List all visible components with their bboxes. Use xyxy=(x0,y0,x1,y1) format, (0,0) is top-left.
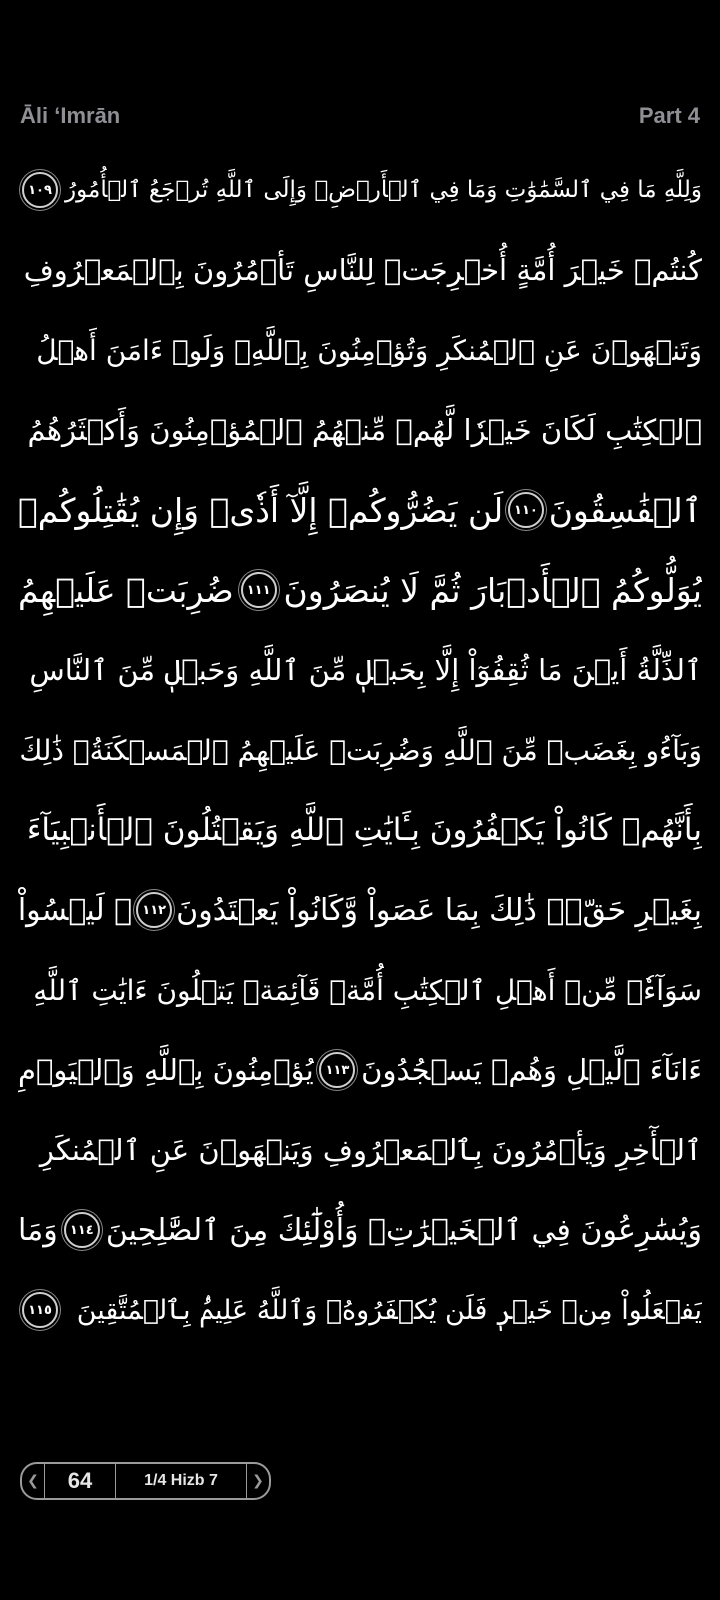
ayah-number-marker[interactable]: ١١٢ xyxy=(136,892,172,928)
verse-text: ءَانَآءَ ٱلَّيۡلِ وَهُمۡ يَسۡجُدُونَ xyxy=(361,1053,702,1087)
verse-text: بِأَنَّهُمۡ كَانُواْ يَكۡفُرُونَ بِـَٔايَٰتِ ٱللَّهِ وَيَقۡتُلُونَ ٱلۡأَنۢبِيَآءَ xyxy=(26,812,702,848)
quran-page-text xyxy=(18,150,702,1350)
part-label: Part 4 xyxy=(638,103,700,128)
verse-text: يَفۡعَلُواْ مِنۡ خَيۡرٖ فَلَن يُكۡفَرُوهُۗ وَٱللَّهُ عَلِيمُۢ بِٱلۡمُتَّقِينَ xyxy=(76,1294,702,1326)
verse-line xyxy=(18,310,702,390)
ayah-number-marker[interactable]: ١١١ xyxy=(241,572,277,608)
verse-text: وَبَآءُو بِغَضَبٖ مِّنَ ٱللَّهِ وَضُرِبَتۡ عَلَيۡهِمُ ٱلۡمَسۡكَنَةُۚ ذَٰلِكَ xyxy=(19,733,702,767)
verse-text: ٱلۡكِتَٰبِ لَكَانَ خَيۡرٗا لَّهُمۚ مِّنۡهُمُ ٱلۡمُؤۡمِنُونَ وَأَكۡثَرُهُمُ xyxy=(27,413,702,447)
verse-text: ٱلذِّلَّةُ أَيۡنَ مَا ثُقِفُوٓاْ إِلَّا بِحَبۡلٖ مِّنَ ٱللَّهِ وَحَبۡلٖ مِّنَ ٱلنَّاسِ xyxy=(29,653,702,687)
verse-line xyxy=(18,870,702,950)
verse-line xyxy=(18,470,702,550)
verse-line xyxy=(18,230,702,310)
verse-text: يُوَلُّوكُمُ ٱلۡأَدۡبَارَ ثُمَّ لَا يُنصَرُونَ xyxy=(283,570,702,610)
verse-text: يُؤۡمِنُونَ بِٱللَّهِ وَٱلۡيَوۡمِ xyxy=(18,1053,314,1087)
verse-text: ٱلۡأٓخِرِ وَيَأۡمُرُونَ بِٱلۡمَعۡرُوفِ وَيَنۡهَوۡنَ عَنِ ٱلۡمُنكَرِ xyxy=(39,1133,702,1167)
verse-text: ٱلۡفَٰسِقُونَ xyxy=(548,490,702,530)
ornament-right-icon: ❯ xyxy=(252,1473,264,1489)
verse-text: وَتَنۡهَوۡنَ عَنِ ٱلۡمُنكَرِ وَتُؤۡمِنُونَ بِٱللَّهِۗ وَلَوۡ ءَامَنَ أَهۡلُ xyxy=(36,333,702,367)
verse-text: سَوَآءٗۗ مِّنۡ أَهۡلِ ٱلۡكِتَٰبِ أُمَّةٞ قَآئِمَةٞ يَتۡلُونَ ءَايَٰتِ ٱللَّهِ xyxy=(33,973,702,1007)
verse-line xyxy=(18,1270,702,1350)
verse-line xyxy=(18,710,702,790)
page-number[interactable]: 64 xyxy=(44,1464,115,1498)
ayah-number-marker[interactable]: ١١٣ xyxy=(319,1052,355,1088)
surah-name: Āli ‘Imrān xyxy=(20,103,121,128)
ayah-number-marker[interactable]: ١١٠ xyxy=(508,492,544,528)
verse-line xyxy=(18,390,702,470)
verse-line xyxy=(18,790,702,870)
verse-text: لَن يَضُرُّوكُمۡ إِلَّآ أَذٗىۖ وَإِن يُقَٰتِلُوكُمۡ xyxy=(18,490,504,530)
verse-line xyxy=(18,1030,702,1110)
verse-text: وَلِلَّهِ مَا فِي ٱلسَّمَٰوَٰتِ وَمَا فِي ٱلۡأَرۡضِۚ وَإِلَى ٱللَّهِ تُرۡجَعُ ٱلۡأُمُورُ xyxy=(65,177,702,203)
verse-text: وَمَا xyxy=(18,1212,58,1248)
verse-line xyxy=(18,1110,702,1190)
verse-line xyxy=(18,950,702,1030)
page-header xyxy=(20,98,700,134)
hizb-indicator[interactable]: 1/4 Hizb 7 xyxy=(115,1464,247,1498)
verse-text: بِغَيۡرِ حَقّٖۚ ذَٰلِكَ بِمَا عَصَواْ وَّكَانُواْ يَعۡتَدُونَ xyxy=(176,892,702,928)
ornament-left-icon: ❮ xyxy=(27,1473,39,1489)
verse-text: وَيُسَٰرِعُونَ فِي ٱلۡخَيۡرَٰتِۖ وَأُوْلَٰٓئِكَ مِنَ ٱلصَّٰلِحِينَ xyxy=(105,1212,702,1248)
verse-line xyxy=(18,150,702,230)
verse-line xyxy=(18,1190,702,1270)
ayah-number-marker[interactable]: ١١٤ xyxy=(64,1212,100,1248)
verse-text: كُنتُمۡ خَيۡرَ أُمَّةٍ أُخۡرِجَتۡ لِلنَّاسِ تَأۡمُرُونَ بِٱلۡمَعۡرُوفِ xyxy=(23,253,702,287)
verse-text: ۞ لَيۡسُواْ xyxy=(18,892,133,928)
ayah-number-marker[interactable]: ١٠٩ xyxy=(22,172,58,208)
verse-text: ضُرِبَتۡ عَلَيۡهِمُ xyxy=(18,570,234,610)
page-info-bar xyxy=(20,1462,271,1500)
ayah-number-marker[interactable]: ١١٥ xyxy=(22,1292,58,1328)
verse-line xyxy=(18,550,702,630)
verse-line xyxy=(18,630,702,710)
